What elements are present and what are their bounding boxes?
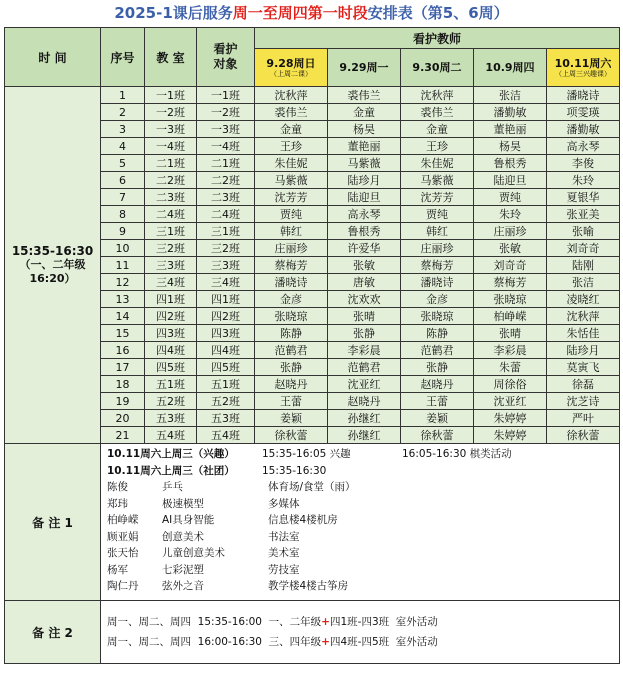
row-seq: 18 [101, 376, 145, 393]
note1-row [5, 444, 620, 601]
row-target: 五3班 [197, 410, 255, 427]
table-row [5, 87, 620, 104]
teacher-cell: 范鹤君 [328, 359, 401, 376]
teacher-cell: 项雯瑛 [547, 104, 620, 121]
teacher-cell: 姜颖 [255, 410, 328, 427]
teacher-cell: 李彩晨 [328, 342, 401, 359]
teacher-cell: 贾纯 [474, 189, 547, 206]
row-room: 二4班 [145, 206, 197, 223]
row-target: 五2班 [197, 393, 255, 410]
club-name: 杨军 [107, 563, 128, 576]
row-room: 三3班 [145, 257, 197, 274]
row-room: 一4班 [145, 138, 197, 155]
teacher-cell: 刘奇奇 [547, 240, 620, 257]
time-slot [5, 87, 101, 444]
row-room: 四5班 [145, 359, 197, 376]
teacher-cell: 赵晓丹 [255, 376, 328, 393]
row-target: 四5班 [197, 359, 255, 376]
teacher-cell: 徐秋蕾 [401, 427, 474, 444]
day-note: （上周三兴趣课） [555, 70, 612, 78]
row-room: 三2班 [145, 240, 197, 257]
row-target: 五4班 [197, 427, 255, 444]
teacher-cell: 鲁根秀 [474, 155, 547, 172]
teacher-cell: 凌晓红 [547, 291, 620, 308]
club-place: 信息楼4楼机房 [268, 514, 338, 526]
row-seq: 9 [101, 223, 145, 240]
teacher-cell: 张喻 [547, 223, 620, 240]
teacher-cell: 徐秋蕾 [547, 427, 620, 444]
teacher-cell: 严叶 [547, 410, 620, 427]
row-target: 三1班 [197, 223, 255, 240]
note1-label: 备 注 1 [5, 444, 101, 601]
row-seq: 15 [101, 325, 145, 342]
teacher-cell: 裘伟兰 [328, 87, 401, 104]
header-day-2 [401, 49, 474, 87]
club-name: 张天怡 [107, 547, 139, 559]
teacher-cell: 范鹤君 [255, 342, 328, 359]
teacher-cell: 陆迎旦 [328, 189, 401, 206]
row-room: 五2班 [145, 393, 197, 410]
club-name: 顾亚娟 [107, 530, 139, 543]
row-target: 五1班 [197, 376, 255, 393]
row-seq: 16 [101, 342, 145, 359]
row-room: 二1班 [145, 155, 197, 172]
teacher-cell: 陆珍月 [328, 172, 401, 189]
teacher-cell: 朱玲 [547, 172, 620, 189]
teacher-cell: 沈亚红 [474, 393, 547, 410]
teacher-cell: 张静 [401, 359, 474, 376]
teacher-cell: 潘勤敏 [474, 104, 547, 121]
teacher-cell: 贾纯 [255, 206, 328, 223]
row-room: 四1班 [145, 291, 197, 308]
club-line [107, 496, 613, 513]
teacher-cell: 马紫薇 [401, 172, 474, 189]
row-target: 四3班 [197, 325, 255, 342]
club-club: 七彩泥塑 [162, 563, 204, 576]
day-date: 9.28周日 [266, 57, 316, 70]
note2-row [5, 601, 620, 664]
row-seq: 1 [101, 87, 145, 104]
teacher-cell: 潘晓诗 [547, 87, 620, 104]
header-teachers: 看护教师 [255, 28, 620, 49]
teacher-cell: 陆珍月 [547, 342, 620, 359]
teacher-cell: 许爱华 [328, 240, 401, 257]
row-target: 二3班 [197, 189, 255, 206]
club-name: 柏峥嵘 [107, 514, 139, 526]
row-room: 三1班 [145, 223, 197, 240]
day-date: 9.30周二 [412, 61, 462, 74]
header-target: 看护 对象 [197, 28, 255, 87]
note2-label: 备 注 2 [5, 601, 101, 664]
teacher-cell: 金童 [255, 121, 328, 138]
club-line [107, 562, 613, 579]
row-room: 四2班 [145, 308, 197, 325]
note2-text: 周一、周二、周四 15:35-16:00 一、二年级 [107, 616, 322, 628]
note1-body [101, 444, 620, 601]
plus-icon: + [321, 616, 330, 628]
header-day-4 [547, 49, 620, 87]
teacher-cell: 陈静 [401, 325, 474, 342]
club-place: 书法室 [268, 530, 300, 543]
row-target: 三3班 [197, 257, 255, 274]
title-part3: 安排表（第5、6周） [367, 4, 509, 22]
teacher-cell: 金童 [401, 121, 474, 138]
row-room: 四3班 [145, 325, 197, 342]
day-date: 10.9周四 [485, 61, 535, 74]
row-seq: 11 [101, 257, 145, 274]
teacher-cell: 沈亚红 [328, 376, 401, 393]
schedule-table [4, 27, 620, 664]
teacher-cell: 张洁 [474, 87, 547, 104]
note2-text: 周一、周二、周四 16:00-16:30 三、四年级 [107, 636, 322, 648]
row-target: 四4班 [197, 342, 255, 359]
note1-text: 15:35-16:05 兴趣 [262, 448, 351, 460]
club-club: 弦外之音 [162, 580, 204, 592]
day-note: （上周二课） [270, 70, 312, 78]
row-seq: 14 [101, 308, 145, 325]
teacher-cell: 陆刚 [547, 257, 620, 274]
row-seq: 6 [101, 172, 145, 189]
teacher-cell: 韩红 [401, 223, 474, 240]
note1-line [107, 446, 613, 463]
teacher-cell: 董艳丽 [474, 121, 547, 138]
note2-line [107, 632, 613, 652]
note2-text: 四4班-四5班 室外活动 [329, 636, 438, 648]
time-slot-line1: 15:35-16:30 [11, 244, 94, 258]
day-date: 9.29周一 [339, 61, 389, 74]
club-name: 陶仁丹 [107, 580, 139, 592]
header-day-0 [255, 49, 328, 87]
teacher-cell: 庄丽珍 [401, 240, 474, 257]
teacher-cell: 沈秋萍 [255, 87, 328, 104]
row-seq: 17 [101, 359, 145, 376]
note1-text: 15:35-16:30 [262, 464, 327, 477]
row-target: 三2班 [197, 240, 255, 257]
row-seq: 12 [101, 274, 145, 291]
row-seq: 3 [101, 121, 145, 138]
teacher-cell: 沈芝诗 [547, 393, 620, 410]
club-name: 陈俊 [107, 481, 128, 493]
row-seq: 10 [101, 240, 145, 257]
teacher-cell: 马紫薇 [328, 155, 401, 172]
teacher-cell: 李俊 [547, 155, 620, 172]
teacher-cell: 金彦 [255, 291, 328, 308]
row-room: 四4班 [145, 342, 197, 359]
teacher-cell: 孙继红 [328, 427, 401, 444]
header-seq: 序号 [101, 28, 145, 87]
club-club: 创意美术 [162, 530, 204, 543]
row-seq: 20 [101, 410, 145, 427]
teacher-cell: 沈欢欢 [328, 291, 401, 308]
row-seq: 7 [101, 189, 145, 206]
teacher-cell: 贾纯 [401, 206, 474, 223]
row-target: 二2班 [197, 172, 255, 189]
club-place: 教学楼4楼古筝房 [268, 580, 349, 592]
teacher-cell: 朱佳妮 [401, 155, 474, 172]
row-room: 二2班 [145, 172, 197, 189]
teacher-cell: 王蕾 [401, 393, 474, 410]
teacher-cell: 张敏 [328, 257, 401, 274]
header-day-1 [328, 49, 401, 87]
header-room: 教 室 [145, 28, 197, 87]
club-name: 郑玮 [107, 497, 128, 510]
teacher-cell: 张晓琼 [255, 308, 328, 325]
note2-body [101, 601, 620, 664]
club-place: 美术室 [268, 547, 300, 559]
note1-text: 16:05-16:30 棋类活动 [402, 448, 512, 460]
club-place: 体育场/食堂（雨） [268, 481, 356, 493]
teacher-cell: 姜颖 [401, 410, 474, 427]
teacher-cell: 潘勤敏 [547, 121, 620, 138]
row-seq: 19 [101, 393, 145, 410]
row-room: 二3班 [145, 189, 197, 206]
teacher-cell: 徐秋蕾 [255, 427, 328, 444]
teacher-cell: 张亚美 [547, 206, 620, 223]
teacher-cell: 柏峥嵘 [474, 308, 547, 325]
header-time: 时 间 [5, 28, 101, 87]
club-club: 儿童创意美术 [162, 547, 225, 559]
club-line [107, 479, 613, 496]
teacher-cell: 赵晓丹 [401, 376, 474, 393]
row-target: 三4班 [197, 274, 255, 291]
teacher-cell: 裘伟兰 [255, 104, 328, 121]
teacher-cell: 张晓琼 [474, 291, 547, 308]
row-target: 二4班 [197, 206, 255, 223]
row-seq: 2 [101, 104, 145, 121]
row-target: 一1班 [197, 87, 255, 104]
row-room: 一2班 [145, 104, 197, 121]
teacher-cell: 金童 [328, 104, 401, 121]
row-target: 一3班 [197, 121, 255, 138]
note1-text: 10.11周六上周三（社团） [107, 464, 235, 477]
teacher-cell: 沈秋萍 [547, 308, 620, 325]
title-part1: 2025-1课后服务 [114, 4, 233, 22]
club-place: 劳技室 [268, 563, 300, 576]
row-room: 一3班 [145, 121, 197, 138]
row-target: 一2班 [197, 104, 255, 121]
teacher-cell: 朱佳妮 [255, 155, 328, 172]
teacher-cell: 蔡梅芳 [401, 257, 474, 274]
club-club: 乒乓 [162, 481, 183, 493]
teacher-cell: 朱蕾 [474, 359, 547, 376]
teacher-cell: 庄丽珍 [255, 240, 328, 257]
teacher-cell: 鲁根秀 [328, 223, 401, 240]
header-day-3 [474, 49, 547, 87]
teacher-cell: 周徐俗 [474, 376, 547, 393]
teacher-cell: 赵晓丹 [328, 393, 401, 410]
row-seq: 21 [101, 427, 145, 444]
teacher-cell: 王珍 [255, 138, 328, 155]
teacher-cell: 徐磊 [547, 376, 620, 393]
teacher-cell: 潘晓诗 [401, 274, 474, 291]
teacher-cell: 张静 [328, 325, 401, 342]
teacher-cell: 李彩晨 [474, 342, 547, 359]
teacher-cell: 王蕾 [255, 393, 328, 410]
teacher-cell: 蔡梅芳 [474, 274, 547, 291]
row-seq: 5 [101, 155, 145, 172]
teacher-cell: 陈静 [255, 325, 328, 342]
time-slot-line3: 16:20） [29, 272, 76, 285]
teacher-cell: 朱恬佳 [547, 325, 620, 342]
teacher-cell: 庄丽珍 [474, 223, 547, 240]
club-line [107, 529, 613, 546]
club-line [107, 578, 613, 595]
row-target: 一4班 [197, 138, 255, 155]
day-date: 10.11周六 [554, 57, 612, 70]
row-room: 三4班 [145, 274, 197, 291]
teacher-cell: 杨昊 [474, 138, 547, 155]
plus-icon: + [321, 636, 330, 648]
title-highlight: 周一至周四第一时段 [232, 4, 368, 22]
teacher-cell: 裘伟兰 [401, 104, 474, 121]
teacher-cell: 张晴 [474, 325, 547, 342]
teacher-cell: 马紫薇 [255, 172, 328, 189]
note2-line [107, 612, 613, 632]
row-target: 二1班 [197, 155, 255, 172]
teacher-cell: 韩红 [255, 223, 328, 240]
club-club: 极速模型 [162, 497, 204, 510]
note1-text: 10.11周六上周三（兴趣） [107, 448, 235, 460]
club-place: 多媒体 [268, 497, 300, 510]
club-line [107, 512, 613, 529]
teacher-cell: 朱玲 [474, 206, 547, 223]
row-seq: 13 [101, 291, 145, 308]
teacher-cell: 夏银华 [547, 189, 620, 206]
teacher-cell: 张晓琼 [401, 308, 474, 325]
teacher-cell: 张敏 [474, 240, 547, 257]
teacher-cell: 刘奇奇 [474, 257, 547, 274]
teacher-cell: 沈芳芳 [255, 189, 328, 206]
teacher-cell: 朱婷婷 [474, 410, 547, 427]
teacher-cell: 张静 [255, 359, 328, 376]
note1-line [107, 463, 613, 480]
teacher-cell: 莫寅飞 [547, 359, 620, 376]
teacher-cell: 张洁 [547, 274, 620, 291]
teacher-cell: 杨昊 [328, 121, 401, 138]
row-target: 四1班 [197, 291, 255, 308]
teacher-cell: 沈秋萍 [401, 87, 474, 104]
teacher-cell: 朱婷婷 [474, 427, 547, 444]
row-room: 五1班 [145, 376, 197, 393]
teacher-cell: 张晴 [328, 308, 401, 325]
row-room: 五4班 [145, 427, 197, 444]
teacher-cell: 金彦 [401, 291, 474, 308]
row-room: 五3班 [145, 410, 197, 427]
teacher-cell: 蔡梅芳 [255, 257, 328, 274]
teacher-cell: 唐敏 [328, 274, 401, 291]
teacher-cell: 范鹤君 [401, 342, 474, 359]
teacher-cell: 沈芳芳 [401, 189, 474, 206]
row-seq: 8 [101, 206, 145, 223]
row-target: 四2班 [197, 308, 255, 325]
time-slot-line2: （一、二年级 [19, 258, 86, 271]
row-seq: 4 [101, 138, 145, 155]
page-title [0, 0, 623, 26]
club-club: AI具身智能 [162, 514, 215, 526]
teacher-cell: 高永琴 [547, 138, 620, 155]
teacher-cell: 王珍 [401, 138, 474, 155]
teacher-cell: 高永琴 [328, 206, 401, 223]
club-line [107, 545, 613, 562]
teacher-cell: 董艳丽 [328, 138, 401, 155]
teacher-cell: 孙继红 [328, 410, 401, 427]
teacher-cell: 潘晓诗 [255, 274, 328, 291]
teacher-cell: 陆迎旦 [474, 172, 547, 189]
note2-text: 四1班-四3班 室外活动 [329, 616, 438, 628]
row-room: 一1班 [145, 87, 197, 104]
